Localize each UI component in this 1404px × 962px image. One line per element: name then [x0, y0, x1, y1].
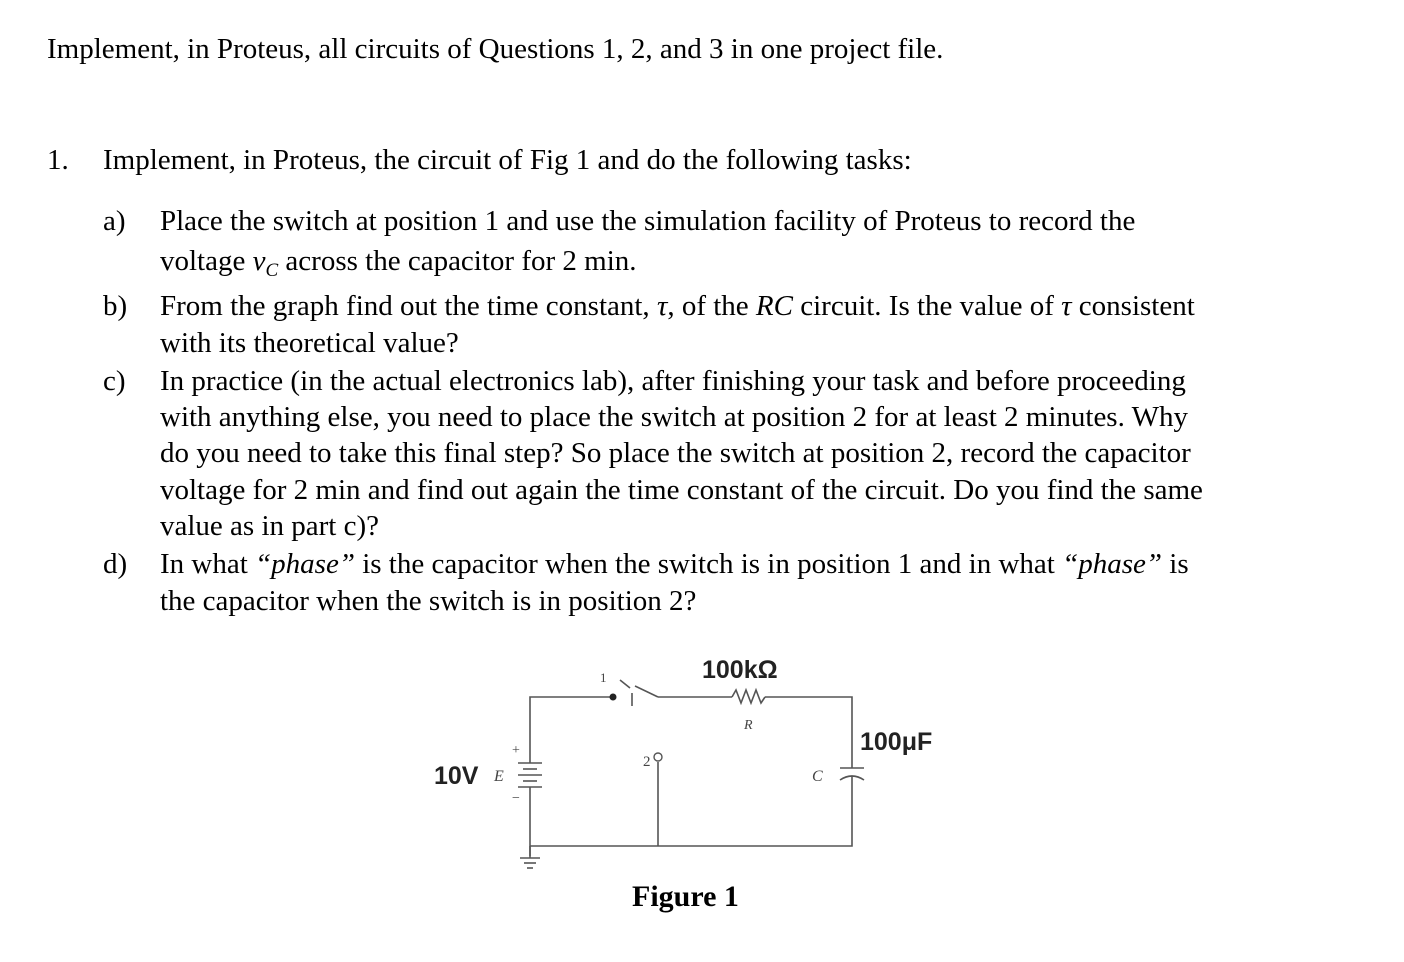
item-c-line5: value as in part c)?	[160, 510, 380, 542]
tau-symbol-2: τ	[1061, 290, 1072, 322]
item-b-line1-d: consistent	[1078, 290, 1195, 322]
item-a-line2	[160, 245, 637, 282]
item-c-line4: voltage for 2 min and find out again the time constant of the circuit. Do you find the same	[160, 474, 1203, 506]
wire-top-right	[765, 697, 852, 768]
switch-contact-1	[610, 694, 617, 701]
capacitor-value: 100μF	[860, 728, 933, 756]
item-b-line1-b: , of the	[667, 290, 749, 322]
item-d-line1	[160, 548, 1189, 581]
switch-contact-2	[654, 753, 662, 761]
item-a-line1: Place the switch at position 1 and use the simulation facility of Proteus to record the	[160, 205, 1136, 237]
switch-position-2: 2	[643, 754, 651, 770]
intro-text: Implement, in Proteus, all circuits of Questions 1, 2, and 3 in one project file.	[47, 33, 944, 65]
item-b-line1	[160, 290, 1195, 323]
phase-word-1: “phase”	[255, 548, 355, 580]
item-a-line2-post: across the capacitor for 2 min.	[285, 245, 637, 277]
question-number: 1.	[47, 144, 69, 176]
item-c-line3: do you need to take this final step? So place the switch at position 2, record the capacitor	[160, 437, 1191, 469]
item-c-line1: In practice (in the actual electronics lab), after finishing your task and before proceeding	[160, 365, 1186, 397]
switch-position-1: 1	[600, 670, 607, 685]
switch-blade	[635, 686, 658, 697]
resistor-zigzag	[732, 690, 765, 703]
source-value: 10V	[434, 762, 479, 790]
phase-word-2: “phase”	[1062, 548, 1163, 580]
battery-plus-sign: +	[512, 743, 520, 758]
resistor-value: 100kΩ	[702, 656, 778, 684]
item-c-line2: with anything else, you need to place the switch at position 2 for at least 2 minutes. Why	[160, 401, 1188, 433]
vc-variable: v	[252, 245, 266, 277]
vc-subscript: C	[265, 260, 279, 281]
item-a-line2-pre: voltage	[160, 245, 246, 277]
rc-text: RC	[755, 290, 793, 322]
item-b-line2: with its theoretical value?	[160, 327, 459, 359]
item-d-label: d)	[103, 548, 128, 580]
item-b-line1-a: From the graph find out the time constant,	[160, 290, 650, 322]
resistor-label: R	[744, 718, 753, 733]
source-label: E	[494, 768, 504, 785]
item-d-line2: the capacitor when the switch is in position 2?	[160, 585, 697, 617]
wire-right-bottom	[530, 776, 852, 846]
switch-tick-1	[620, 680, 630, 688]
question-title: Implement, in Proteus, the circuit of Fig 1 and do the following tasks:	[103, 144, 912, 176]
item-b-line1-c: circuit. Is the value of	[800, 290, 1054, 322]
item-d-line1-a: In what	[160, 548, 248, 580]
wire-left-top	[530, 697, 613, 760]
battery-minus-sign: −	[512, 791, 520, 806]
item-c-label: c)	[103, 365, 126, 397]
figure-caption: Figure 1	[632, 880, 739, 913]
capacitor-label: C	[812, 768, 823, 785]
item-a-label: a)	[103, 205, 126, 237]
tau-symbol-1: τ	[656, 290, 668, 322]
item-b-label: b)	[103, 290, 128, 322]
item-d-line1-b: is the capacitor when the switch is in position 1 and in what	[362, 548, 1055, 580]
item-d-line1-c: is	[1169, 548, 1189, 580]
